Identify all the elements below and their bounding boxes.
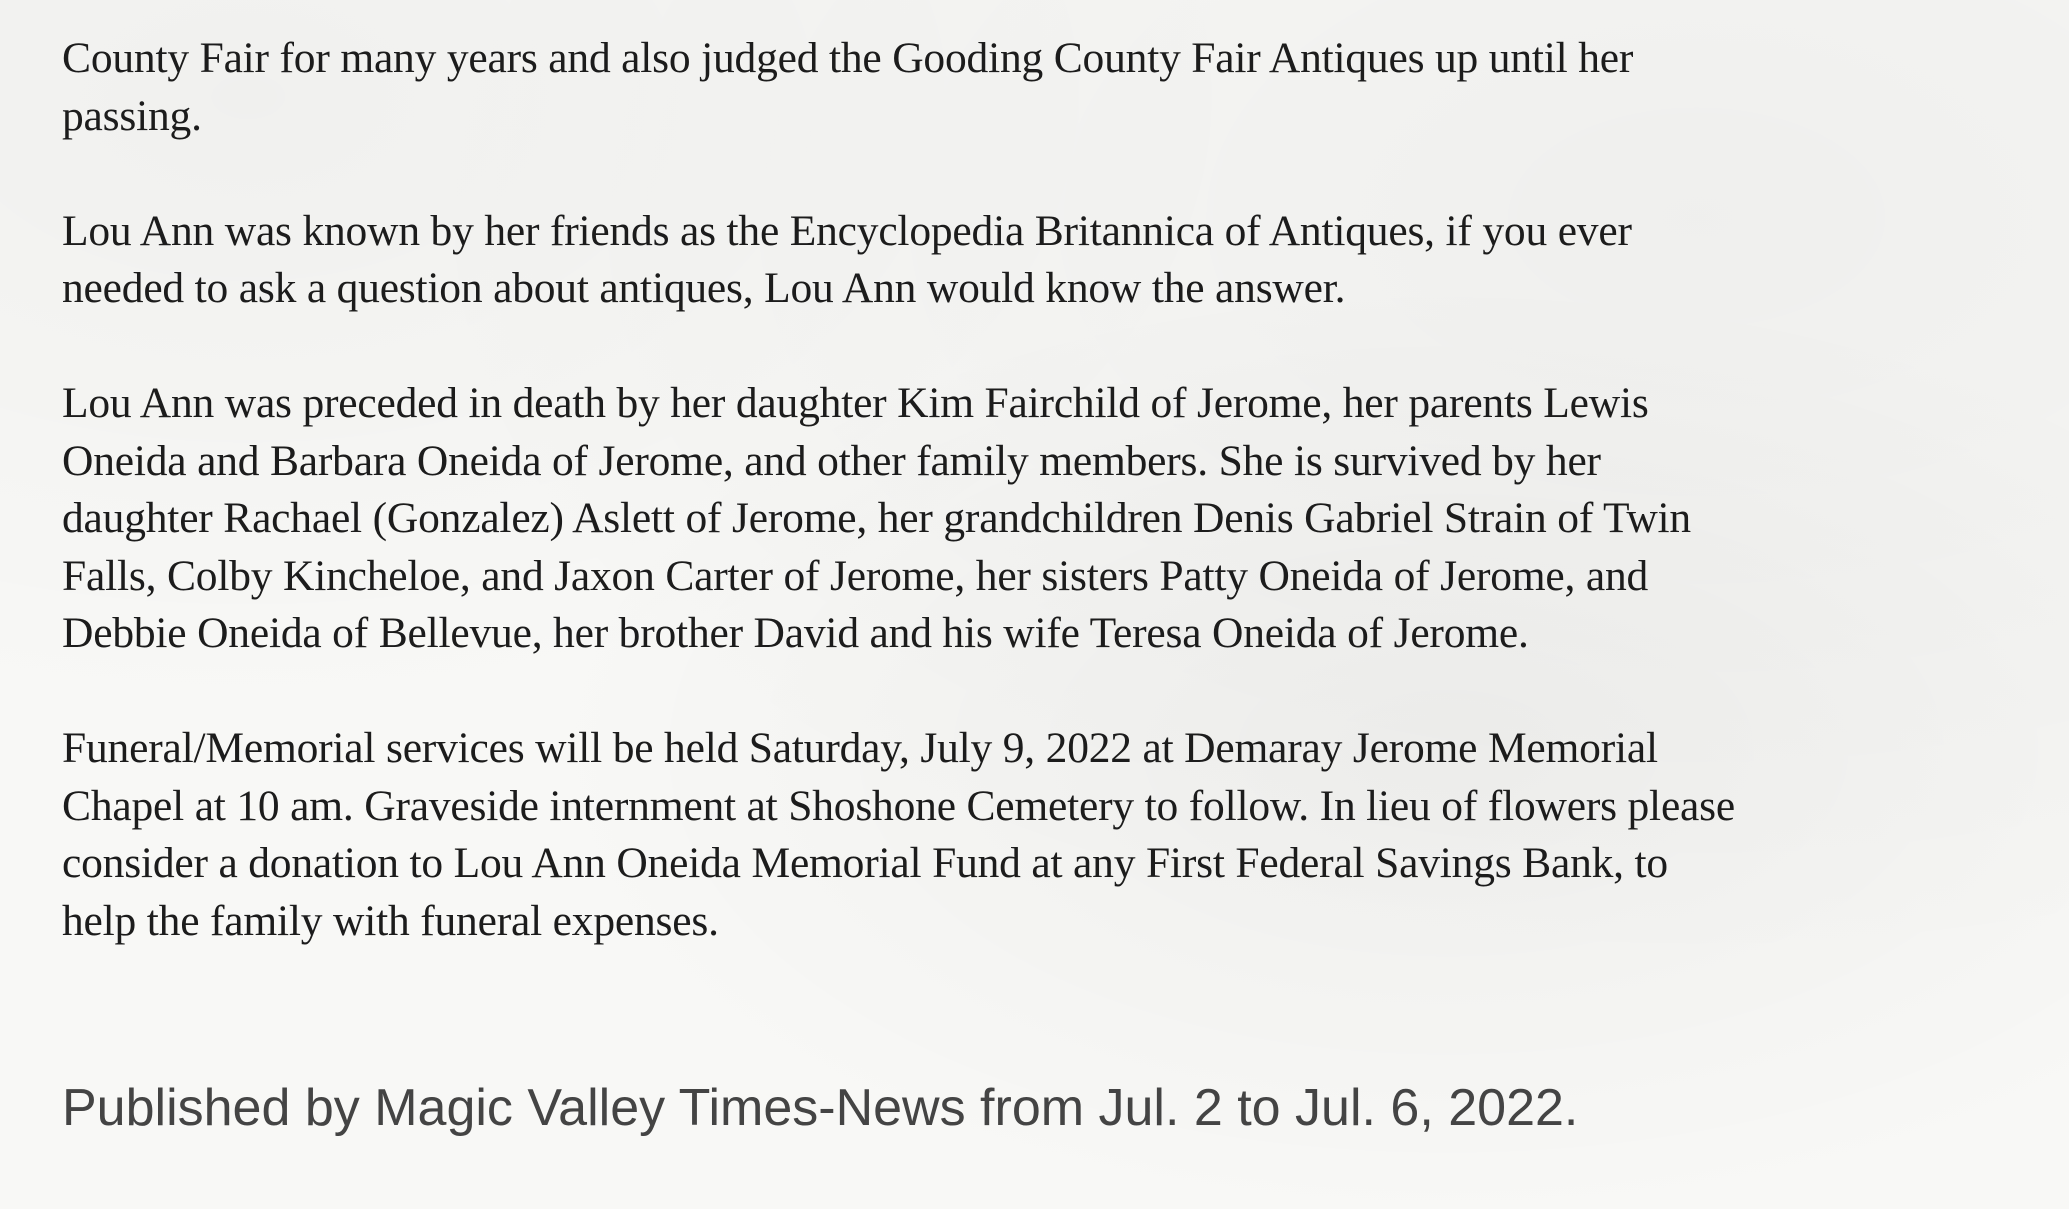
- paragraph-fair-judging: County Fair for many years and also judged the Gooding County Fair Antiques up until her passing.: [62, 34, 1634, 140]
- obituary-text: [62, 30, 2022, 950]
- paragraph-survivors: Lou Ann was preceded in death by her daughter Kim Fairchild of Jerome, her parents Lewis Oneida and Barbara Oneida of Jerome, and other family members. She is survived by her daughter Rachael (Gonzalez) Aslett of Jerome, her grandchildren Denis Gabriel Strain of Twin Falls, Colby Kincheloe, and Jaxon Carter of Jerome, her sisters Patty Oneida of Jerome, and Debbie Oneida of Bellevue, her brother David and his wife Teresa Oneida of Jerome.: [62, 379, 1691, 657]
- paragraph-encyclopedia: Lou Ann was known by her friends as the Encyclopedia Britannica of Antiques, if you ever needed to ask a question about antiques, Lou Ann would know the answer.: [62, 206, 1632, 312]
- paragraph-services: Funeral/Memorial services will be held Saturday, July 9, 2022 at Demaray Jerome Memorial Chapel at 10 am. Graveside internment at Shoshone Cemetery to follow. In lieu of flowers please consider a donation to Lou Ann Oneida Memorial Fund at any First Federal Savings Bank, to help the family with funeral expenses.: [62, 724, 1735, 945]
- publication-footer: Published by Magic Valley Times-News from Jul. 2 to Jul. 6, 2022.: [62, 1079, 1579, 1137]
